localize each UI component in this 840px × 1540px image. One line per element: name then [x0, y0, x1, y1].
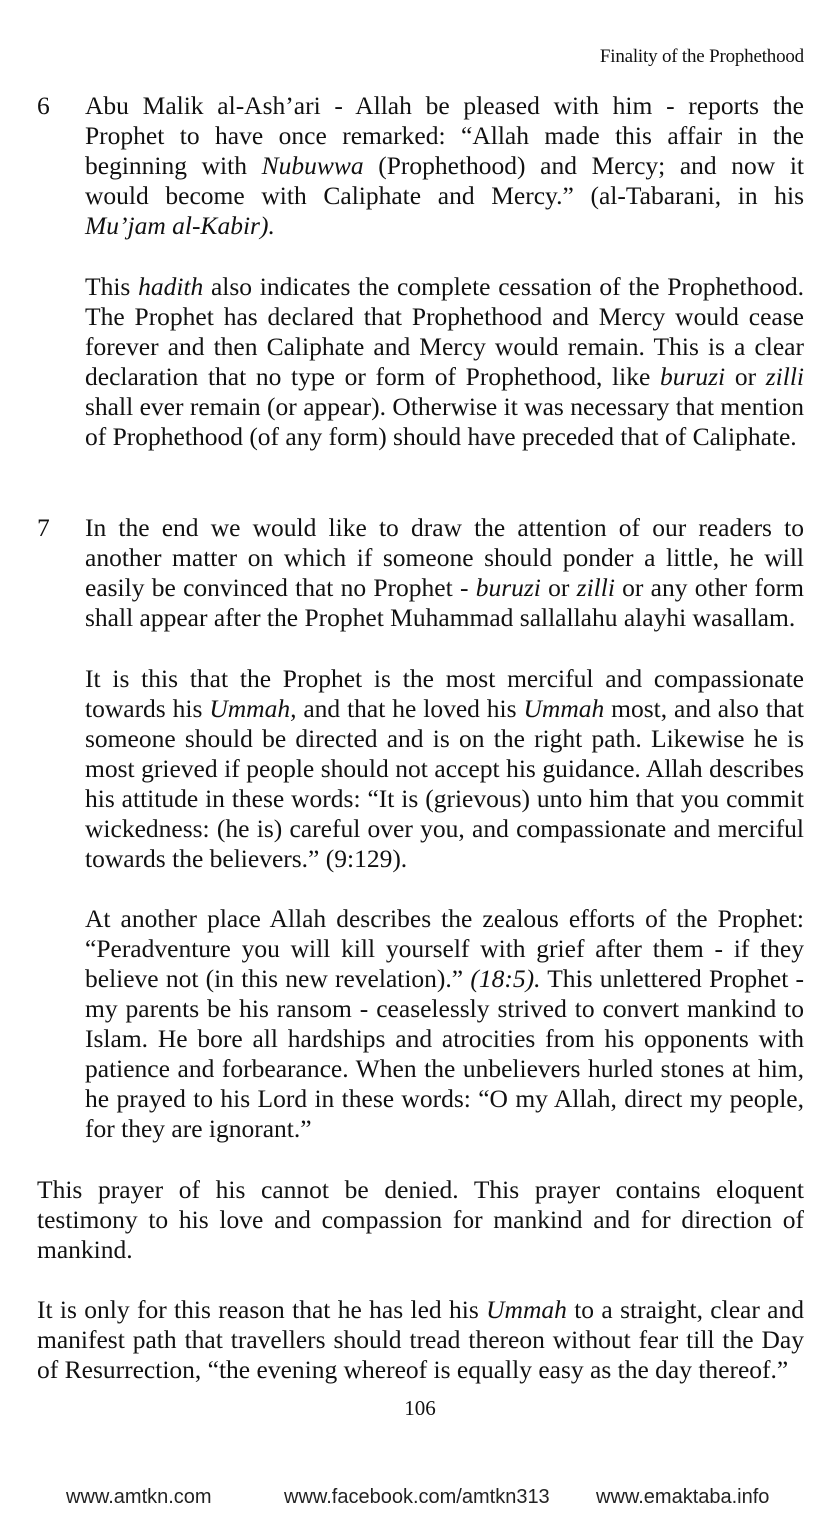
- paragraph: This hadith also indicates the complete cessation of the Prophethood. The Prophet has declared that Prophethood and Mercy would cease forever and then Caliphate and Mercy would remain. This is a clear declaration that no type or form of Prophethood, like buruzi or zilli shall ever remain (or appear). Otherwise it was necessary that mention of Prophethood (of any form) should have preceded that of Caliphate.: [85, 272, 804, 451]
- item-number: 7: [37, 513, 50, 542]
- paragraph-block: [37, 1175, 804, 1265]
- list-item-6: [37, 91, 804, 241]
- paragraph: Abu Malik al-Ash’ari - Allah be pleased with him - reports the Prophet to have once remarked: “Allah made this affair in the beginning with Nubuwwa (Prophethood) and Mercy; and now it would become with Caliphate and Mercy.” (al-Tabarani, in his Mu’jam al-Kabir).: [85, 91, 805, 240]
- paragraph: It is this that the Prophet is the most merciful and compassionate towards his Ummah, and that he loved his Ummah most, and also that someone should be directed and is on the right path. Likewise he is most grieved if people should not accept his guidance. Allah describes his attitude in these words: “It is (grievous) unto him that you commit wickedness: (he is) careful over you, and compassionate and merciful towards the believers.” (9:129).: [85, 664, 804, 873]
- paragraph-block: [85, 904, 804, 1144]
- item-number: 6: [37, 91, 50, 120]
- footer-link-facebook[interactable]: www.facebook.com/amtkn313: [284, 1486, 550, 1508]
- paragraph: It is only for this reason that he has led his Ummah to a straight, clear and manifest path that travellers should tread thereon without fear till the Day of Resurrection, “the evening whereof is equally easy as the day thereof.”: [37, 1295, 804, 1384]
- paragraph-block: [85, 664, 804, 874]
- footer-link-emaktaba[interactable]: www.emaktaba.info: [596, 1486, 770, 1508]
- list-item-7: [37, 513, 804, 633]
- paragraph: In the end we would like to draw the attention of our readers to another matter on which if someone should ponder a little, he will easily be convinced that no Prophet - buruzi or zilli or any other form shall appear after the Prophet Muhammad sallallahu alayhi wasallam.: [85, 513, 804, 632]
- footer-link-amtkn[interactable]: www.amtkn.com: [66, 1486, 212, 1508]
- running-title: Finality of the Prophethood: [599, 46, 804, 67]
- paragraph: At another place Allah describes the zealous efforts of the Prophet: “Peradventure you will kill yourself with grief after them - if they believe not (in this new revelation).” (18:5). This unlettered Prophet - my parents be his ransom - ceaselessly strived to convert mankind to Islam. He bore all hardships and atrocities from his opponents with patience and forbearance. When the unbelievers hurled stones at him, he prayed to his Lord in these words: “O my Allah, direct my people, for they are ignorant.”: [85, 904, 804, 1143]
- page-number: 106: [404, 1396, 436, 1420]
- footer: [0, 1486, 840, 1516]
- paragraph-block: [37, 1295, 804, 1385]
- paragraph: This prayer of his cannot be denied. This prayer contains eloquent testimony to his love and compassion for mankind and for direction of mankind.: [37, 1175, 804, 1264]
- paragraph-block: [85, 272, 804, 452]
